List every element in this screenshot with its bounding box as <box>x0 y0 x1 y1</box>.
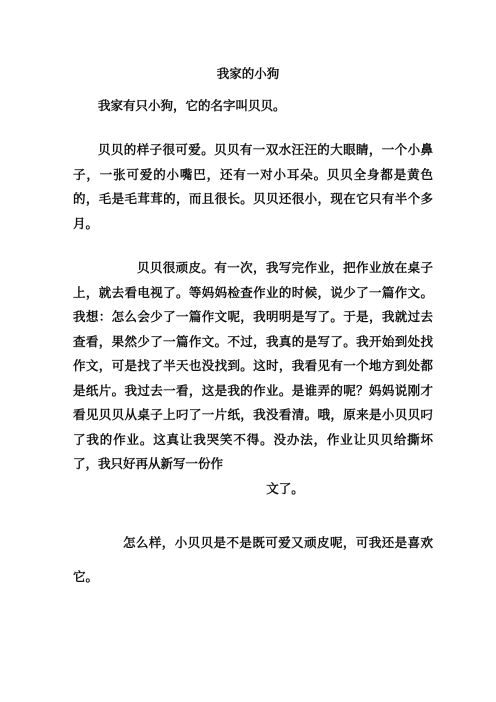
paragraph-naughty-ending: 文了。 <box>266 480 304 496</box>
paragraph-appearance <box>73 138 433 236</box>
document-title: 我家的小狗 <box>216 66 280 81</box>
paragraph-conclusion <box>73 526 433 594</box>
paragraph-naughty-text: 贝贝很顽皮。有一次，我写完作业，把作业放在桌子上，就去看电视了。等妈妈检查作业的时候，说少了一篇作文。我想：怎么会少了一篇作文呢，我明明是写了。于是，我就过去查看，果然少了一篇作文。不过，我真的是写了。我开始到处找作文，可是找了半天也没找到。这时，我看见有一个地方到处都是纸片。我过去一看，这是我的作业。是谁弄的呢？妈妈说刚才看见贝贝从桌子上叼了一片纸，我没看清。哦，原来是小贝贝叼了我的作业。这真让我哭笑不得。没办法，作业让贝贝给撕坏了，我只好再从新写一份作 <box>73 260 433 471</box>
paragraph-intro-text: 我家有只小狗，它的名字叫贝贝。 <box>98 98 286 113</box>
paragraph-conclusion-text: 怎么样，小贝贝是不是既可爱又顽皮呢，可我还是喜欢它。 <box>73 535 433 584</box>
paragraph-naughty <box>73 256 433 501</box>
paragraph-intro <box>73 94 433 119</box>
paragraph-appearance-text: 贝贝的样子很可爱。贝贝有一双水汪汪的大眼睛，一个小鼻子，一张可爱的小嘴巴，还有一对小耳朵。贝贝全身都是黄色的，毛是毛茸茸的，而且很长。贝贝还很小，现在它只有半个多月。 <box>73 142 433 231</box>
